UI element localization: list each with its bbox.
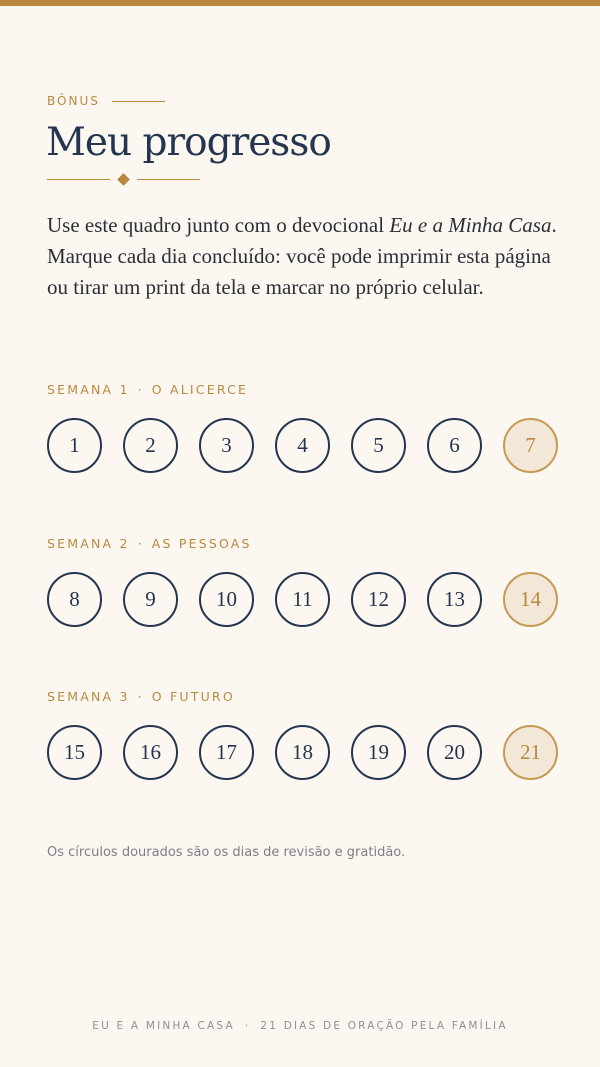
day-circle[interactable]: 17 [199,725,254,780]
week-3-section [47,689,558,780]
review-day-circle[interactable]: 14 [503,572,558,627]
day-circle[interactable]: 3 [199,418,254,473]
section-eyebrow [47,94,165,108]
day-circle[interactable]: 19 [351,725,406,780]
day-circle[interactable]: 20 [427,725,482,780]
day-circle[interactable]: 6 [427,418,482,473]
day-circle[interactable]: 8 [47,572,102,627]
week-1-label [47,382,558,398]
week-theme: O ALICERCE [151,382,249,397]
week-theme: AS PESSOAS [151,536,252,551]
footer-subtitle: 21 DIAS DE ORAÇÃO PELA FAMÍLIA [260,1020,508,1032]
review-day-circle[interactable]: 21 [503,725,558,780]
day-circle[interactable]: 16 [123,725,178,780]
day-circle[interactable]: 11 [275,572,330,627]
title-ornament [47,175,200,184]
intro-text-after: . Marque cada dia concluído: você pode imprimir esta página ou tirar um print da tela e marcar no próprio celular. [47,213,557,299]
footer-book-title: EU E A MINHA CASA [92,1020,235,1032]
day-circle[interactable]: 4 [275,418,330,473]
eyebrow-rule [112,101,165,102]
diamond-icon [117,173,130,186]
intro-paragraph [47,210,567,303]
day-circle[interactable]: 2 [123,418,178,473]
week-3-label [47,689,558,705]
ornament-rule-left [47,179,110,180]
week-1-days [47,418,558,473]
week-number: SEMANA 2 [47,536,130,551]
day-circle[interactable]: 15 [47,725,102,780]
week-theme: O FUTURO [151,689,235,704]
page-footer [0,1020,600,1032]
week-2-days [47,572,558,627]
day-circle[interactable]: 18 [275,725,330,780]
top-accent-bar [0,0,600,6]
review-day-circle[interactable]: 7 [503,418,558,473]
day-circle[interactable]: 13 [427,572,482,627]
day-circle[interactable]: 5 [351,418,406,473]
label-separator: · [137,536,144,551]
day-circle[interactable]: 9 [123,572,178,627]
week-number: SEMANA 1 [47,382,130,397]
book-title: Eu e a Minha Casa [389,213,552,237]
week-1-section [47,382,558,473]
day-circle[interactable]: 12 [351,572,406,627]
page-title: Meu progresso [46,120,331,165]
intro-text-before: Use este quadro junto com o devocional [47,213,390,237]
day-circle[interactable]: 1 [47,418,102,473]
week-2-label [47,536,558,552]
week-2-section [47,536,558,627]
label-separator: · [137,382,144,397]
week-3-days [47,725,558,780]
ornament-rule-right [137,179,200,180]
label-separator: · [137,689,144,704]
eyebrow-label: BÔNUS [47,94,100,108]
footer-separator: · [244,1020,251,1032]
week-number: SEMANA 3 [47,689,130,704]
legend-note: Os círculos dourados são os dias de revisão e gratidão. [47,845,406,860]
day-circle[interactable]: 10 [199,572,254,627]
